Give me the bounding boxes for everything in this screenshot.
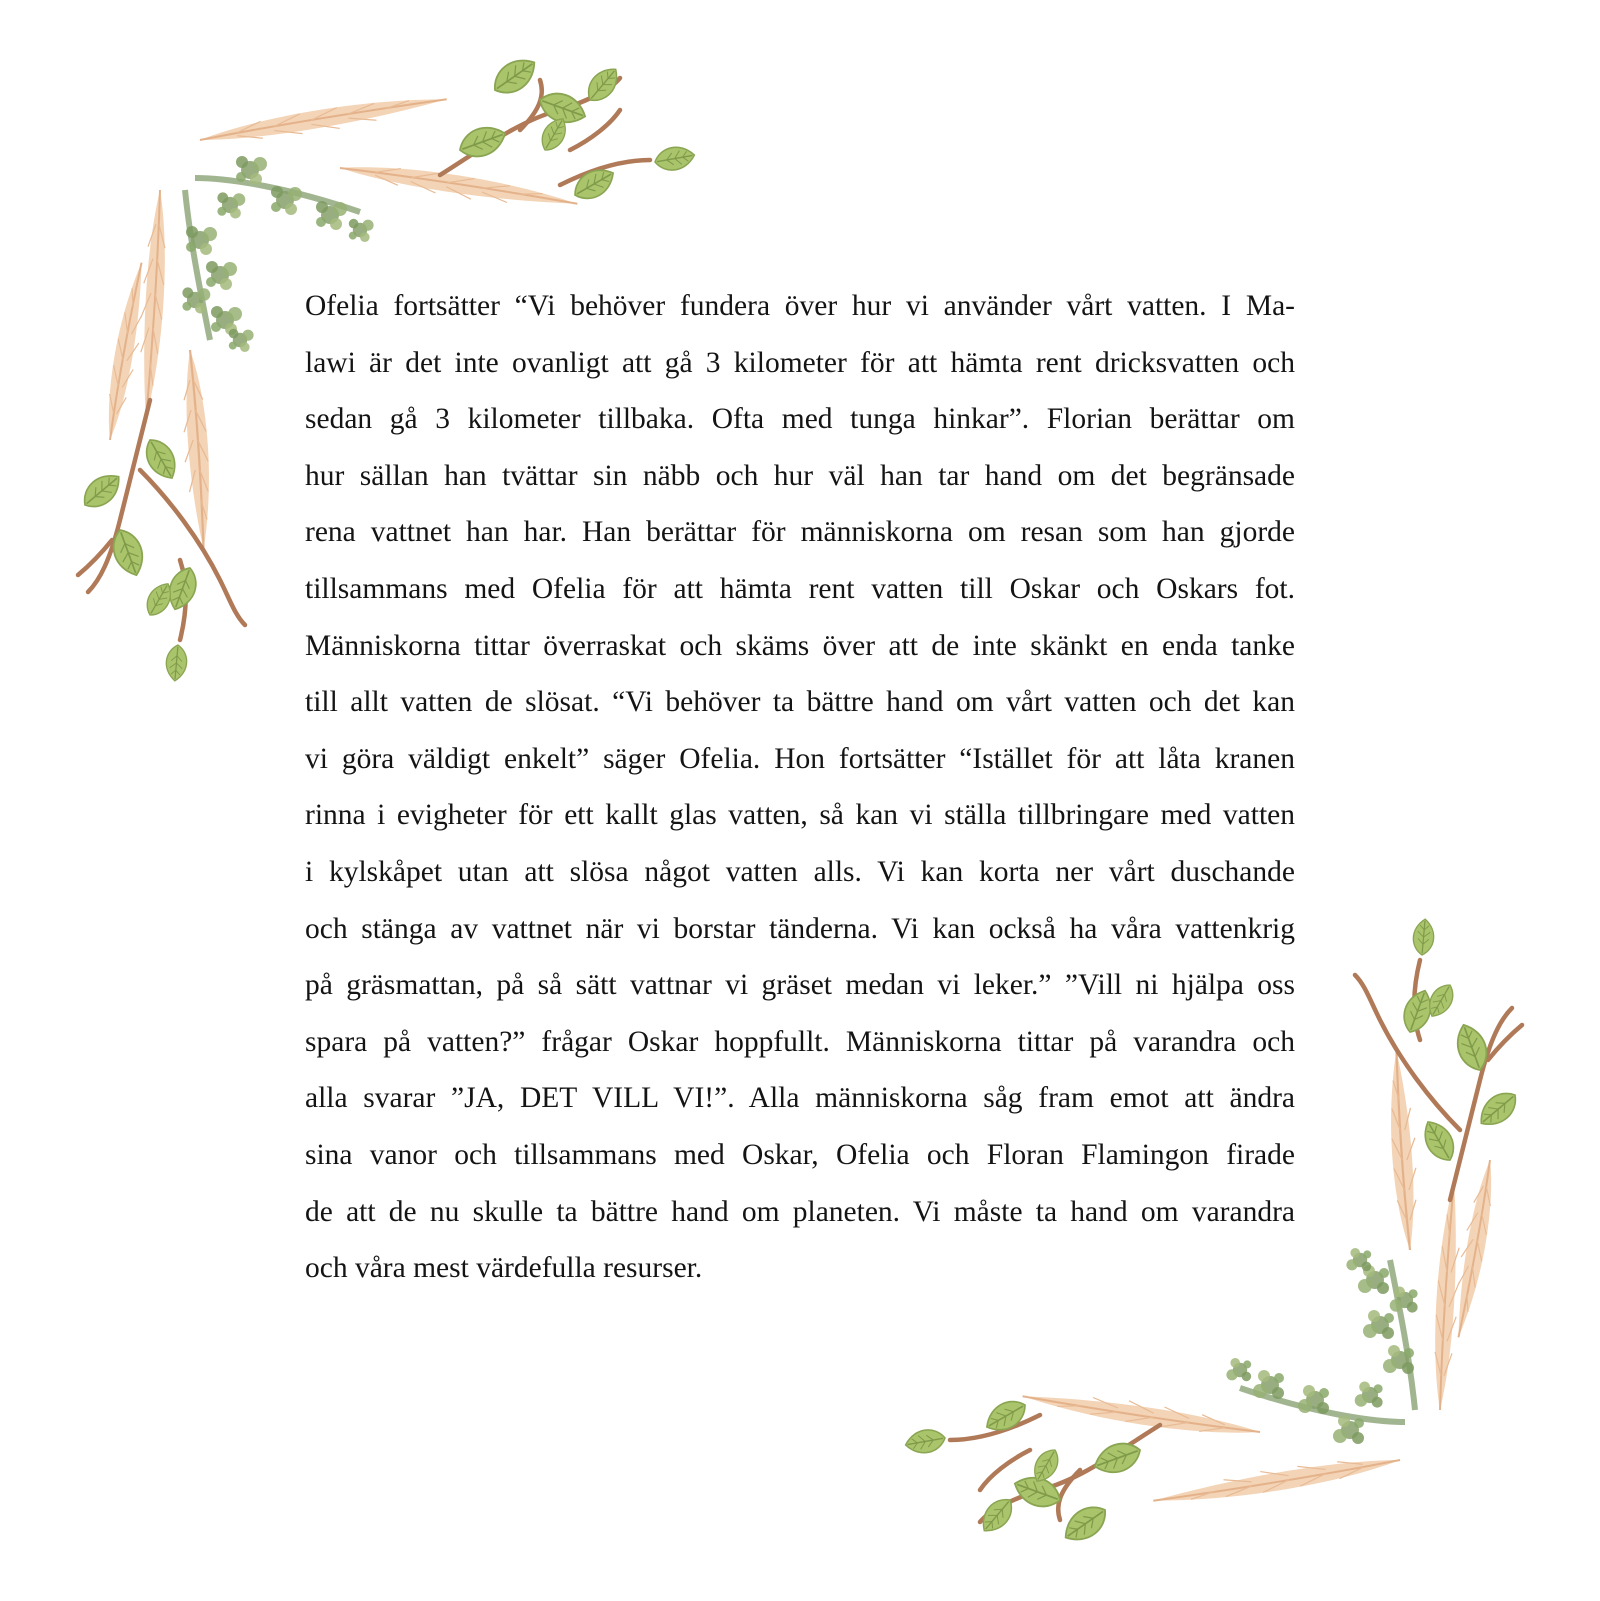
story-line: tillsammans med Ofelia för att hämta rent vatten till Oskar och Oskars fot. bbox=[305, 572, 1295, 605]
story-line: lawi är det inte ovanligt att gå 3 kilometer för att hämta rent dricksvatten och bbox=[305, 346, 1295, 379]
story-line: sina vanor och tillsammans med Oskar, Ofelia och Floran Flamingon firade bbox=[305, 1138, 1295, 1171]
story-line: Människorna tittar överraskat och skäms över att de inte skänkt en enda tanke bbox=[305, 629, 1295, 662]
story-line: spara på vatten?” frågar Oskar hoppfullt. Människorna tittar på varandra och bbox=[305, 1025, 1295, 1058]
story-line: hur sällan han tvättar sin näbb och hur väl han tar hand om det begränsade bbox=[305, 459, 1295, 492]
story-line: och stänga av vattnet när vi borstar tänderna. Vi kan också ha våra vattenkrig bbox=[305, 912, 1295, 945]
story-line: rinna i evigheter för ett kallt glas vatten, så kan vi ställa tillbringare med vatten bbox=[305, 799, 1295, 832]
story-line: och våra mest värdefulla resurser. bbox=[305, 1252, 703, 1285]
story-line: vi göra väldigt enkelt” säger Ofelia. Hon fortsätter “Istället för att låta kranen bbox=[305, 742, 1295, 775]
story-line: på gräsmattan, på så sätt vattnar vi gräset medan vi leker.” ”Vill ni hjälpa oss bbox=[305, 969, 1295, 1002]
story-line: alla svarar ”JA, DET VILL VI!”. Alla människorna såg fram emot att ändra bbox=[305, 1082, 1295, 1115]
story-line: sedan gå 3 kilometer tillbaka. Ofta med tunga hinkar”. Florian berättar om bbox=[305, 403, 1295, 436]
story-line: i kylskåpet utan att slösa något vatten alls. Vi kan korta ner vårt duschande bbox=[305, 855, 1295, 888]
story-line: till allt vatten de slösat. “Vi behöver ta bättre hand om vårt vatten och det kan bbox=[305, 686, 1295, 719]
story-line: rena vattnet han har. Han berättar för människorna om resan som han gjorde bbox=[305, 516, 1295, 549]
story-line: de att de nu skulle ta bättre hand om planeten. Vi måste ta hand om varandra bbox=[305, 1195, 1295, 1228]
story-line: Ofelia fortsätter “Vi behöver fundera över hur vi använder vårt vatten. I Ma- bbox=[305, 290, 1295, 322]
story-text bbox=[305, 278, 1295, 1297]
